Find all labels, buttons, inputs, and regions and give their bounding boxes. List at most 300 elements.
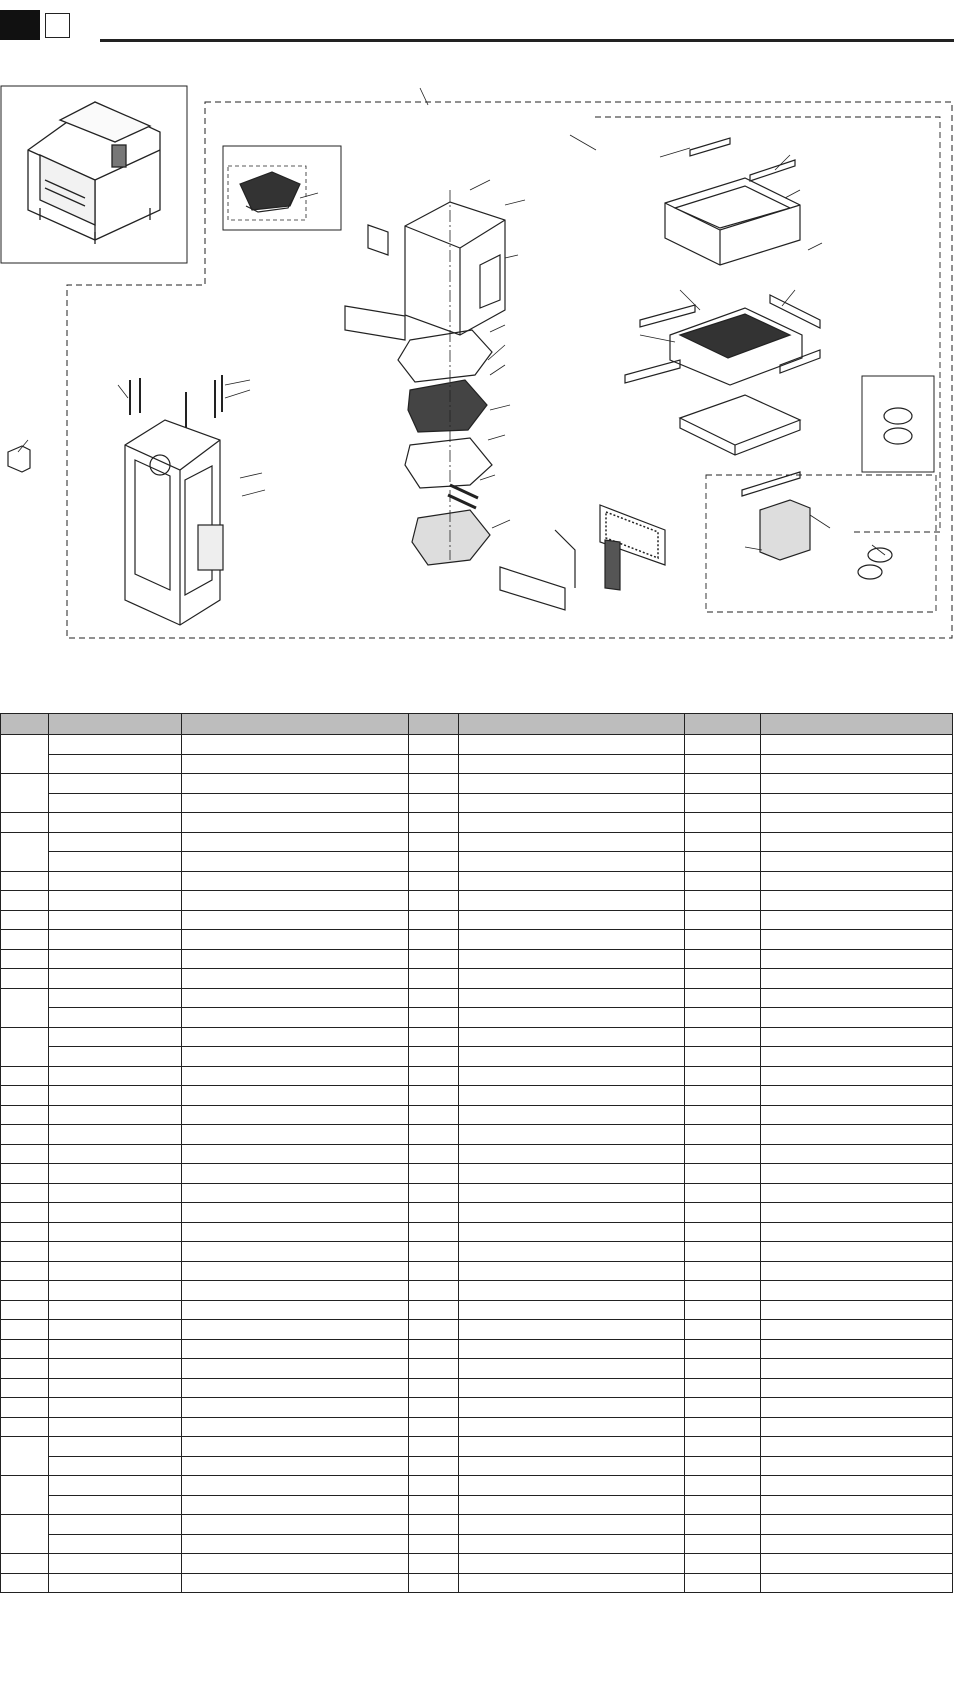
table-cell [49,969,182,989]
table-cell [409,1281,459,1301]
table-cell [409,1476,459,1496]
table-cell [182,1008,409,1028]
table-row [1,1105,953,1125]
table-cell [409,1203,459,1223]
page-number-box [45,13,70,38]
table-cell [182,1573,409,1593]
table-cell [685,774,761,794]
parts-list-table [0,713,953,1593]
table-cell [182,735,409,755]
table-cell [182,871,409,891]
table-cell [685,1456,761,1476]
table-row [1,852,953,872]
table-cell [685,1203,761,1223]
table-cell [459,1086,685,1106]
table-row [1,793,953,813]
table-cell [409,1456,459,1476]
table-cell [459,1008,685,1028]
table-cell [409,1417,459,1437]
bracket-block [742,472,810,560]
item-number-cell [1,735,49,774]
table-cell [761,735,953,755]
table-cell [409,988,459,1008]
table-cell [182,774,409,794]
table-cell [761,1437,953,1457]
table-cell [49,891,182,911]
table-cell [685,1476,761,1496]
table-cell [761,1495,953,1515]
table-cell [685,891,761,911]
table-cell [49,871,182,891]
item-number-cell [1,949,49,969]
table-cell [182,1398,409,1418]
table-cell [685,1125,761,1145]
table-cell [182,1281,409,1301]
table-cell [685,1261,761,1281]
table-row [1,1456,953,1476]
table-cell [459,1125,685,1145]
table-cell [685,910,761,930]
table-cell [409,1378,459,1398]
table-row [1,774,953,794]
title-rule [100,39,954,42]
table-cell [49,1554,182,1574]
cover-box [345,202,505,340]
table-cell [761,754,953,774]
table-cell [761,1554,953,1574]
table-cell [459,930,685,950]
table-row [1,1008,953,1028]
table-cell [49,1086,182,1106]
table-cell [761,1261,953,1281]
table-cell [49,1456,182,1476]
item-number-cell [1,1359,49,1379]
table-row [1,1398,953,1418]
table-row [1,969,953,989]
table-cell [459,1339,685,1359]
item-number-cell [1,1398,49,1418]
table-cell [685,930,761,950]
table-cell [49,1164,182,1184]
table-cell [409,1242,459,1262]
left-bracket-part [8,446,30,472]
column-header [761,714,953,735]
basket-detail-drawing [228,166,306,220]
table-cell [409,1534,459,1554]
table-cell [459,793,685,813]
table-cell [409,1047,459,1067]
item-number-cell [1,1300,49,1320]
table-cell [182,1437,409,1457]
table-cell [49,1515,182,1535]
table-cell [182,1125,409,1145]
table-cell [182,1320,409,1340]
table-row [1,891,953,911]
table-cell [49,1105,182,1125]
table-cell [459,1495,685,1515]
table-cell [409,1339,459,1359]
table-cell [49,1495,182,1515]
table-cell [761,891,953,911]
item-number-cell [1,891,49,911]
table-cell [409,1183,459,1203]
table-cell [182,891,409,911]
table-cell [182,1086,409,1106]
table-cell [761,774,953,794]
table-cell [761,1242,953,1262]
table-cell [49,1203,182,1223]
table-cell [409,1320,459,1340]
table-cell [761,1027,953,1047]
table-row [1,1476,953,1496]
table-cell [459,735,685,755]
table-row [1,1437,953,1457]
table-cell [459,1437,685,1457]
table-row [1,1261,953,1281]
table-cell [49,754,182,774]
item-number-cell [1,930,49,950]
table-cell [459,852,685,872]
table-cell [49,1242,182,1262]
item-number-cell [1,1554,49,1574]
chain-plates [690,138,795,181]
table-cell [49,1261,182,1281]
table-cell [685,969,761,989]
table-cell [182,1183,409,1203]
drip-pan [680,395,800,455]
table-cell [409,1066,459,1086]
table-cell [761,910,953,930]
table-cell [182,1261,409,1281]
item-number-cell [1,1164,49,1184]
connector-parts [858,408,912,579]
table-cell [49,735,182,755]
tray-frame [665,178,800,265]
table-cell [409,1554,459,1574]
table-row [1,735,953,755]
table-cell [459,1515,685,1535]
table-cell [685,1066,761,1086]
table-cell [182,1203,409,1223]
table-cell [459,1320,685,1340]
table-cell [49,930,182,950]
table-row [1,910,953,930]
section-tab-marker [0,10,40,40]
table-row [1,1027,953,1047]
table-cell [459,1476,685,1496]
table-cell [685,852,761,872]
table-cell [459,871,685,891]
item-number-cell [1,1203,49,1223]
table-cell [409,754,459,774]
table-row [1,1281,953,1301]
table-cell [459,1183,685,1203]
table-cell [49,1339,182,1359]
mesh-tray [625,295,820,385]
table-cell [182,1164,409,1184]
table-row [1,1300,953,1320]
table-cell [459,1554,685,1574]
table-cell [49,949,182,969]
table-cell [49,774,182,794]
table-cell [182,969,409,989]
table-cell [409,793,459,813]
bracket-sub-outline [706,475,936,612]
table-cell [685,1047,761,1067]
table-cell [761,793,953,813]
table-cell [49,1008,182,1028]
column-header [49,714,182,735]
table-cell [459,1417,685,1437]
item-number-cell [1,910,49,930]
table-cell [409,1222,459,1242]
table-cell [685,1554,761,1574]
table-cell [685,1027,761,1047]
table-cell [761,852,953,872]
item-number-cell [1,1027,49,1066]
table-cell [49,1320,182,1340]
table-cell [182,1417,409,1437]
item-number-cell [1,1339,49,1359]
item-number-cell [1,969,49,989]
table-cell [182,1359,409,1379]
table-cell [459,988,685,1008]
table-cell [761,1515,953,1535]
table-row [1,1378,953,1398]
table-cell [459,1456,685,1476]
table-cell [409,1008,459,1028]
table-cell [685,1086,761,1106]
table-cell [459,949,685,969]
parts-table-header [1,714,953,735]
table-cell [459,891,685,911]
table-cell [409,1164,459,1184]
table-cell [761,1105,953,1125]
table-cell [685,949,761,969]
table-cell [49,1300,182,1320]
table-cell [49,1359,182,1379]
table-cell [182,1515,409,1535]
table-cell [685,1105,761,1125]
table-cell [761,1008,953,1028]
table-cell [459,1203,685,1223]
table-cell [49,988,182,1008]
table-cell [685,1320,761,1340]
table-cell [761,1398,953,1418]
table-cell [685,1573,761,1593]
table-row [1,949,953,969]
table-cell [761,1203,953,1223]
item-number-cell [1,1105,49,1125]
table-cell [409,1125,459,1145]
table-row [1,1047,953,1067]
table-cell [409,1261,459,1281]
table-row [1,1495,953,1515]
item-number-cell [1,1417,49,1437]
item-number-cell [1,774,49,813]
table-row [1,1203,953,1223]
table-cell [459,1047,685,1067]
table-cell [459,1242,685,1262]
table-cell [459,1144,685,1164]
table-cell [761,1476,953,1496]
table-row [1,754,953,774]
table-cell [409,774,459,794]
table-cell [182,1476,409,1496]
table-row [1,1534,953,1554]
table-cell [409,1086,459,1106]
table-cell [409,969,459,989]
table-cell [685,1008,761,1028]
table-cell [182,1534,409,1554]
table-cell [182,1495,409,1515]
table-cell [49,1183,182,1203]
table-cell [49,1066,182,1086]
table-cell [409,1437,459,1457]
table-cell [685,735,761,755]
table-cell [459,1164,685,1184]
table-cell [761,1222,953,1242]
table-cell [182,852,409,872]
table-cell [761,1047,953,1067]
table-cell [459,1066,685,1086]
table-cell [685,1144,761,1164]
item-number-cell [1,1242,49,1262]
column-header [459,714,685,735]
table-cell [182,1378,409,1398]
table-cell [409,852,459,872]
item-number-cell [1,1573,49,1593]
table-cell [182,1339,409,1359]
table-cell [761,1300,953,1320]
table-cell [409,930,459,950]
table-cell [761,813,953,833]
table-cell [761,969,953,989]
table-cell [459,1261,685,1281]
table-cell [49,1281,182,1301]
table-cell [459,832,685,852]
table-cell [459,1398,685,1418]
table-cell [459,1222,685,1242]
table-cell [685,1417,761,1437]
item-number-cell [1,813,49,833]
table-cell [761,832,953,852]
table-cell [49,1476,182,1496]
table-row [1,1515,953,1535]
item-number-cell [1,1476,49,1515]
table-cell [182,1144,409,1164]
table-cell [459,1359,685,1379]
table-row [1,1144,953,1164]
table-cell [182,910,409,930]
table-cell [49,1027,182,1047]
table-cell [685,793,761,813]
table-cell [409,891,459,911]
table-row [1,1554,953,1574]
table-row [1,1086,953,1106]
frame-assembly [125,375,223,625]
table-cell [409,813,459,833]
table-cell [459,1027,685,1047]
table-cell [685,1495,761,1515]
table-cell [761,1125,953,1145]
table-cell [409,832,459,852]
table-cell [182,1066,409,1086]
table-cell [49,793,182,813]
column-header [1,714,49,735]
table-cell [49,813,182,833]
table-cell [685,1437,761,1457]
table-cell [182,1105,409,1125]
table-cell [685,1534,761,1554]
table-cell [409,1573,459,1593]
table-cell [409,1515,459,1535]
table-cell [409,1359,459,1379]
item-number-cell [1,832,49,871]
table-row [1,1320,953,1340]
table-cell [409,910,459,930]
item-number-cell [1,1183,49,1203]
table-cell [182,988,409,1008]
table-cell [49,832,182,852]
item-number-cell [1,1320,49,1340]
item-number-cell [1,1066,49,1086]
table-cell [459,754,685,774]
table-row [1,1125,953,1145]
machine-overview-drawing [28,102,160,244]
table-cell [409,949,459,969]
table-cell [49,1398,182,1418]
item-number-cell [1,1281,49,1301]
table-cell [761,1066,953,1086]
parts-table-body [1,735,953,1593]
table-cell [685,1359,761,1379]
table-cell [761,1359,953,1379]
table-cell [49,1222,182,1242]
table-cell [685,1242,761,1262]
table-cell [459,1300,685,1320]
table-cell [459,1378,685,1398]
table-cell [459,1534,685,1554]
table-cell [182,1554,409,1574]
item-number-cell [1,1515,49,1554]
item-number-cell [1,1086,49,1106]
table-cell [49,1047,182,1067]
table-cell [685,871,761,891]
table-cell [182,813,409,833]
table-cell [761,1417,953,1437]
table-row [1,1222,953,1242]
table-cell [182,949,409,969]
table-row [1,988,953,1008]
table-row [1,813,953,833]
table-row [1,930,953,950]
column-header [685,714,761,735]
table-cell [409,1398,459,1418]
table-cell [49,1378,182,1398]
table-cell [761,871,953,891]
item-number-cell [1,988,49,1027]
table-row [1,1417,953,1437]
table-cell [685,832,761,852]
table-cell [49,910,182,930]
table-cell [409,871,459,891]
table-cell [459,910,685,930]
table-cell [459,774,685,794]
table-cell [685,1222,761,1242]
item-number-cell [1,1125,49,1145]
table-cell [761,1339,953,1359]
